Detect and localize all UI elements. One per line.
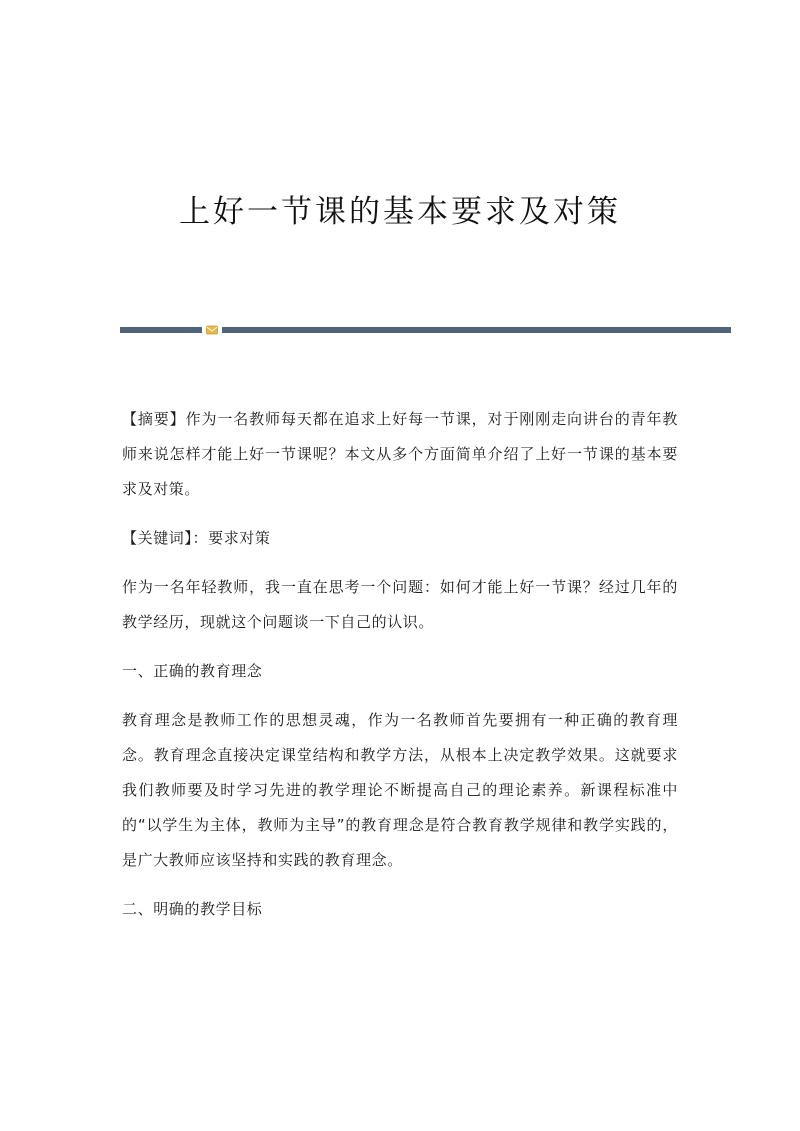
title-divider (120, 325, 731, 333)
section-body-1: 教育理念是教师工作的思想灵魂，作为一名教师首先要拥有一种正确的教育理念。教育理念直接决定课堂结构和教学方法，从根本上决定教学效果。这就要求我们教师要及时学习先进的教学理论不断提高自己的理论素养。新课程标准中的“以学生为主体，教师为主导”的教育理念是符合教育教学规律和教学实践的，是广大教师应该坚持和实践的教育理念。 (122, 711, 678, 869)
keywords-paragraph: 【关键词】：要求对策 (122, 529, 271, 547)
abstract-paragraph: 【摘要】作为一名教师每天都在追求上好每一节课，对于刚刚走向讲台的青年教师来说怎样才能上好一节课呢？本文从多个方面简单介绍了上好一节课的基本要求及对策。 (122, 410, 678, 498)
section-heading-2: 二、明确的教学目标 (122, 900, 263, 918)
divider-bar-right (222, 327, 731, 333)
document-body (122, 402, 678, 941)
document-title: 上好一节课的基本要求及对策 (179, 194, 621, 230)
divider-bar-left (120, 327, 202, 333)
section-heading-1: 一、正确的教育理念 (122, 662, 263, 680)
envelope-icon (206, 325, 218, 335)
intro-paragraph: 作为一名年轻教师，我一直在思考一个问题：如何才能上好一节课？经过几年的教学经历，现就这个问题谈一下自己的认识。 (122, 578, 678, 631)
